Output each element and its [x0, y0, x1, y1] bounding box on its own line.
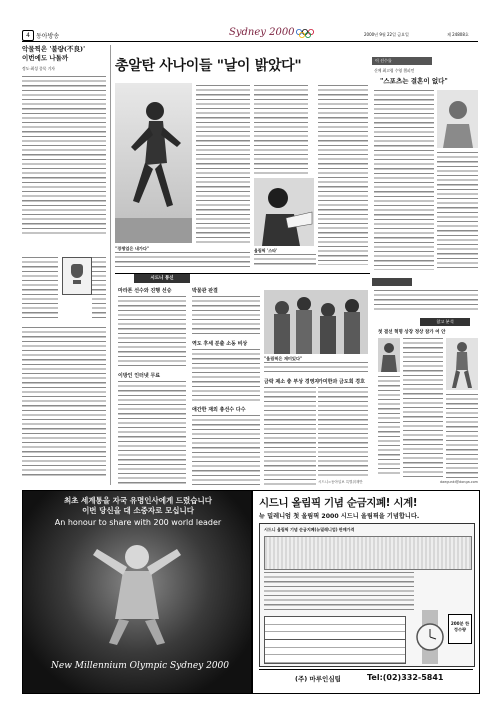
right-subbox-header [372, 278, 412, 286]
lower-left-body-4 [192, 349, 260, 401]
swimmer-photo [437, 90, 478, 148]
watch-label-box [448, 614, 472, 644]
left-body-text-lower [22, 327, 106, 477]
left-column [22, 45, 106, 485]
ad-right-info-text [264, 572, 414, 612]
athlete-portrait-icon [378, 338, 400, 372]
right-feature-kicker-box [372, 57, 432, 65]
right-feature-body-2 [437, 152, 478, 270]
runner-photo [115, 83, 192, 243]
photo2-caption-text [254, 254, 316, 268]
right-feature-title: "스포츠는 결혼이 없다" [380, 77, 448, 85]
ad-right-price-table [264, 616, 406, 664]
trophy-base [73, 280, 81, 284]
ad-left-script: New Millennium Olympic Sydney 2000 [51, 661, 230, 671]
lower-middle-headline-2: 금락 제소 충 부상 경영자 [264, 379, 320, 385]
main-body-col3 [318, 85, 368, 265]
lower-middle-body-1 [192, 415, 260, 485]
photo1-caption-text [115, 252, 250, 268]
left-title-2: 이번에도 나돌까 [22, 54, 69, 62]
runner2-photo [446, 338, 478, 390]
ad-right-subtitle: 뉴 밀레니엄 첫 올림픽 2000 시드니 올림픽을 기념합니다. [259, 513, 420, 520]
main-body-col1 [196, 85, 250, 245]
header-rule [22, 41, 478, 42]
photo2-caption: 올림픽 '스타' [254, 248, 278, 253]
section-name: 동아방송 [36, 33, 60, 40]
ad-left-headline-1: 최초 세계통을 자국 유명인사에게 드렸습니다 [63, 496, 213, 505]
athlete-reading-icon [254, 178, 314, 246]
lower-left-headline-3: 박물관 판결 [192, 288, 218, 294]
ad-right-phone: Tel:(02)332-5841 [367, 673, 444, 682]
lower-middle-body-2 [264, 387, 316, 485]
sydney-news-box [134, 274, 190, 283]
ad-left-english-line: An honour to share with 200 world leader [54, 518, 222, 527]
ad-left-headline-2: 이번 당신을 대 소중자로 모십니다 [82, 506, 194, 515]
right-feature-kicker: 이 선수를 [375, 58, 392, 63]
column-divider [110, 45, 111, 485]
right-feature-body [374, 90, 434, 270]
ad-right-company: (주) 마루인심팀 [295, 675, 341, 683]
lower-right-body-1 [403, 338, 443, 478]
ad-right-company-bar [259, 669, 473, 688]
athlete-emblem-icon [87, 535, 187, 645]
photo3-caption: "올림픽은 재미있다" [264, 356, 303, 361]
lower-middle-headline-3: 가미한과 금도회 경호 [318, 379, 365, 385]
fans-photo [264, 290, 368, 354]
issue-number: 제 24808호 [447, 32, 469, 37]
trophy-icon [71, 264, 83, 278]
crowd-scene-icon [264, 290, 368, 354]
analysis-box [420, 318, 470, 326]
lower-right-body-3 [446, 394, 478, 478]
lower-middle-body-3 [318, 387, 368, 479]
main-body-col2 [254, 85, 308, 175]
left-illustration [62, 257, 92, 295]
wristwatch-icon [410, 610, 450, 664]
lower-right-email: daegunki@donga.com [440, 480, 478, 484]
photo1-caption: "경쟁업은 내가다" [115, 246, 150, 251]
ad-right-title: 시드니 올림픽 기념 순금지폐! 시계! [259, 497, 418, 509]
high-jumper-photo [378, 338, 400, 372]
olympic-rings-icon [296, 28, 314, 38]
lower-left-body-1 [118, 296, 186, 366]
swimmer-portrait-icon [437, 90, 478, 148]
ad-right [252, 490, 480, 694]
page-header [22, 27, 478, 40]
watch-image [410, 610, 450, 664]
lower-left-body-3 [192, 296, 260, 334]
photo3-caption-text [264, 362, 368, 372]
ad-left [22, 490, 252, 694]
lower-left-headline-4: 역도 후세 분출 소동 비상 [192, 341, 248, 347]
analysis-box-label: 참고 분석 [436, 319, 454, 324]
lower-middle-headline-1: 애간한 재외 총선수 다수 [192, 407, 246, 413]
left-byline: 정도·최성 종목 기자 [22, 66, 55, 71]
runner-figure-2-icon [446, 338, 478, 390]
ad-right-product-panel [259, 523, 475, 667]
sydney-logo: Sydney 2000 [229, 27, 295, 38]
athlete-reading-photo [254, 178, 314, 246]
left-title-1: 악물찍은 '불량(不良)' [22, 45, 86, 53]
lower-right-body-2 [378, 376, 400, 476]
left-body-text-right [92, 257, 106, 321]
left-body-text [22, 76, 106, 236]
date-line: 2000년 9월 22일 금요일 [364, 32, 409, 37]
right-feature-subtitle: 신예 최고령 수영 챔피언 [374, 68, 415, 73]
banknote-image [264, 536, 472, 570]
sydney-news-label: 시드니 통신 [150, 276, 174, 281]
lower-left-body-2 [118, 381, 186, 485]
runner-figure-icon [115, 83, 192, 243]
lower-left-headline-1: 마라톤 선수와 진행 선승 [118, 288, 172, 294]
lower-left-headline-2: 이방인 인터넷 무료 [118, 373, 161, 379]
right-subbox-body [374, 290, 478, 310]
left-body-text-wrap [22, 257, 58, 321]
page-number-badge: 4 [22, 30, 34, 41]
main-headline: 총알탄 사나이들 "날이 밝았다" [115, 58, 302, 74]
lower-right-headline: 첫 결선 혁명 상장 정상 참가 어 안 [378, 330, 446, 335]
lower-middle-credit: 시드니=동아일보 특별취재반 [318, 480, 363, 484]
watch-label: 200분 한정수량 [450, 621, 470, 632]
ad-right-table-header: 시드니 올림픽 기념 순금지폐(뉴밀레니엄) 판매가격 [264, 527, 355, 532]
